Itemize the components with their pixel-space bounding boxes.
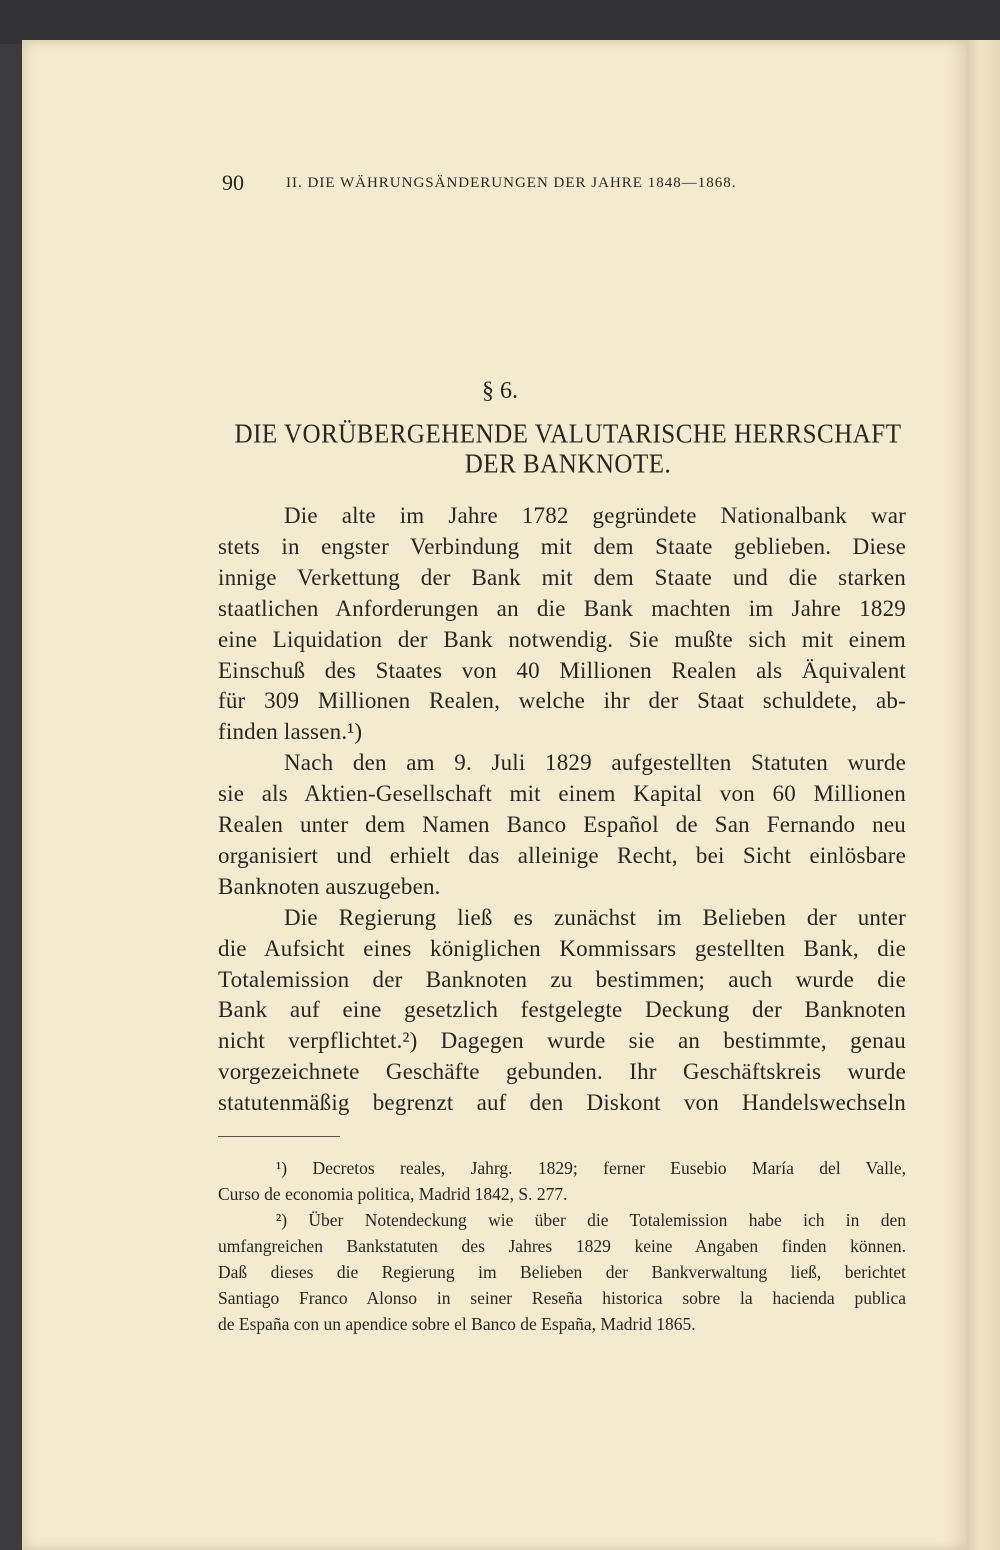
body-line: innige Verkettung der Bank mit dem Staate und die starken bbox=[218, 564, 906, 590]
section-title-line: DER BANKNOTE. bbox=[464, 449, 672, 480]
section-title-line: DIE VORÜBERGEHENDE VALUTARISCHE HERRSCHAFT bbox=[234, 419, 902, 450]
footnote-line: Daß dieses die Regierung im Belieben der Bankverwaltung ließ, berichtet bbox=[218, 1262, 906, 1282]
body-line: Totalemission der Banknoten zu bestimmen; auch wurde die bbox=[218, 966, 906, 992]
body-line: Bank auf eine gesetzlich festgelegte Deckung der Banknoten bbox=[218, 997, 906, 1023]
body-line: Einschuß des Staates von 40 Millionen Realen als Äquivalent bbox=[218, 657, 906, 683]
body-line: Realen unter dem Namen Banco Español de San Fernando neu bbox=[218, 812, 906, 837]
footnote-rule bbox=[218, 1136, 340, 1137]
body-line: sie als Aktien-Gesellschaft mit einem Kapital von 60 Millionen bbox=[218, 781, 906, 807]
section-number: § 6. bbox=[482, 378, 518, 404]
running-header: II. DIE WÄHRUNGSÄNDERUNGEN DER JAHRE 1848—1868. bbox=[286, 175, 737, 191]
body-line: vorgezeichnete Geschäfte gebunden. Ihr Geschäftskreis wurde bbox=[218, 1059, 906, 1085]
body-line: nicht verpflichtet.²) Dagegen wurde sie an bestimmte, genau bbox=[218, 1028, 906, 1054]
body-line: Die Regierung ließ es zunächst im Belieben der unter bbox=[284, 904, 906, 930]
scan-background-top bbox=[0, 0, 1000, 44]
body-line: Nach den am 9. Juli 1829 aufgestellten Statuten wurde bbox=[284, 750, 906, 776]
body-line: eine Liquidation der Bank notwendig. Sie mußte sich mit einem bbox=[218, 626, 906, 652]
footnote-line: ¹) Decretos reales, Jahrg. 1829; ferner Eusebio María del Valle, bbox=[276, 1158, 906, 1178]
body-line: Die alte im Jahre 1782 gegründete Nationalbank war bbox=[284, 503, 906, 528]
body-line: staatlichen Anforderungen an die Bank machten im Jahre 1829 bbox=[218, 595, 906, 621]
footnote-line: de España con un apendice sobre el Banco de España, Madrid 1865. bbox=[218, 1314, 696, 1334]
body-line: die Aufsicht eines königlichen Kommissars gestellten Bank, die bbox=[218, 935, 906, 961]
body-line: für 309 Millionen Realen, welche ihr der Staat schuldete, ab- bbox=[218, 688, 906, 714]
body-line: finden lassen.¹) bbox=[218, 719, 363, 745]
body-line: organisiert und erhielt das alleinige Recht, bei Sicht einlösbare bbox=[218, 842, 906, 868]
facing-page-edge bbox=[967, 40, 1000, 1550]
footnote-line: umfangreichen Bankstatuten des Jahres 1829 keine Angaben finden können. bbox=[218, 1236, 906, 1256]
body-line: Banknoten auszugeben. bbox=[218, 873, 441, 899]
footnote-line: ²) Über Notendeckung wie über die Totalemission habe ich in den bbox=[276, 1210, 906, 1230]
body-line: stets in engster Verbindung mit dem Staate geblieben. Diese bbox=[218, 533, 906, 559]
page-number: 90 bbox=[222, 170, 244, 195]
footnote-line: Curso de economia politica, Madrid 1842, S. 277. bbox=[218, 1184, 568, 1204]
body-line: statutenmäßig begrenzt auf den Diskont von Handelswechseln bbox=[218, 1090, 906, 1116]
footnote-line: Santiago Franco Alonso in seiner Reseña historica sobre la hacienda publica bbox=[218, 1288, 906, 1308]
